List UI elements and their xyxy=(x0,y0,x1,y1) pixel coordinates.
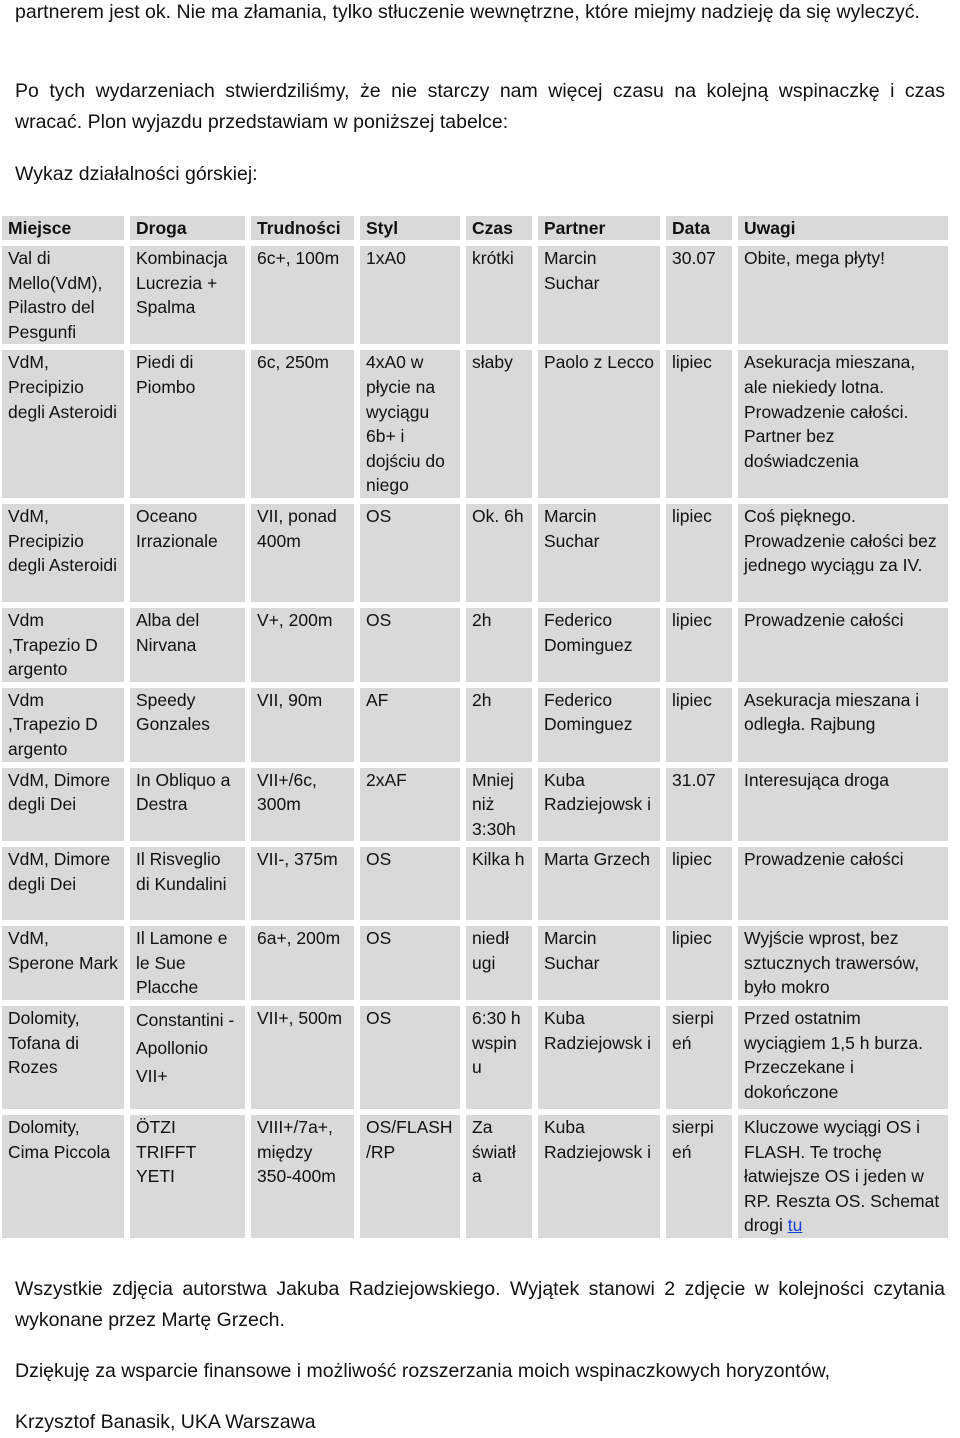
header-cell-place: Miejsce xyxy=(2,216,124,240)
cell-partner: Kuba Radziejowsk i xyxy=(538,1115,660,1238)
outro-paragraph-thanks: Dziękuję za wsparcie finansowe i możliwość rozszerzania moich wspinaczkowych horyzontów, xyxy=(15,1360,830,1382)
cell-time: 2h xyxy=(466,608,532,682)
cell-notes: Interesująca droga xyxy=(738,768,948,842)
cell-time: Kilka h xyxy=(466,847,532,920)
cell-difficulty: 6a+, 200m xyxy=(251,926,354,1000)
cell-place: Dolomity, Cima Piccola xyxy=(2,1115,124,1238)
cell-route: Il Risveglio di Kundalini xyxy=(130,847,245,920)
cell-notes: Wyjście wprost, bez sztucznych trawersów, było mokro xyxy=(738,926,948,1000)
cell-style: OS xyxy=(360,504,460,602)
cell-notes: Obite, mega płyty! xyxy=(738,246,948,344)
cell-difficulty: VII-, 375m xyxy=(251,847,354,920)
cell-style: OS xyxy=(360,926,460,1000)
cell-date: sierpi eń xyxy=(666,1115,732,1238)
table-row xyxy=(2,688,948,762)
cell-style: OS/FLASH /RP xyxy=(360,1115,460,1238)
cell-notes: Asekuracja mieszana i odległa. Rajbung xyxy=(738,688,948,762)
table-row xyxy=(2,1006,948,1109)
cell-time: Ok. 6h xyxy=(466,504,532,602)
cell-style: 2xAF xyxy=(360,768,460,842)
cell-partner: Kuba Radziejowsk i xyxy=(538,768,660,842)
cell-notes: Coś pięknego. Prowadzenie całości bez jednego wyciągu za IV. xyxy=(738,504,948,602)
cell-style: OS xyxy=(360,1006,460,1109)
cell-time: słaby xyxy=(466,350,532,498)
header-cell-route: Droga xyxy=(130,216,245,240)
cell-style: OS xyxy=(360,608,460,682)
cell-difficulty: 6c+, 100m xyxy=(251,246,354,344)
cell-route: ÖTZI TRIFFT YETI xyxy=(130,1115,245,1238)
cell-time: Mniej niż 3:30h xyxy=(466,768,532,842)
cell-notes xyxy=(738,1115,948,1238)
activity-table xyxy=(0,210,954,1244)
table-row xyxy=(2,246,948,344)
cell-route: Alba del Nirvana xyxy=(130,608,245,682)
route-diagram-link[interactable]: tu xyxy=(787,1215,803,1236)
cell-difficulty: 6c, 250m xyxy=(251,350,354,498)
cell-partner: Marcin Suchar xyxy=(538,246,660,344)
cell-date: lipiec xyxy=(666,847,732,920)
cell-notes-text: Kluczowe wyciągi OS i FLASH. Te trochę łatwiejsze OS i jeden w RP. Reszta OS. Schemat drogi xyxy=(744,1117,940,1236)
cell-difficulty: V+, 200m xyxy=(251,608,354,682)
header-cell-difficulty: Trudności xyxy=(251,216,354,240)
cell-partner: Kuba Radziejowsk i xyxy=(538,1006,660,1109)
cell-place: VdM, Precipizio degli Asteroidi xyxy=(2,350,124,498)
outro-paragraph-credits: Wszystkie zdjęcia autorstwa Jakuba Radziejowskiego. Wyjątek stanowi 2 zdjęcie w kolejności czytania wykonane przez Martę Grzech. xyxy=(15,1278,945,1331)
table-row xyxy=(2,504,948,602)
cell-date: lipiec xyxy=(666,608,732,682)
cell-time: 6:30 h wspin u xyxy=(466,1006,532,1109)
cell-notes: Prowadzenie całości xyxy=(738,608,948,682)
intro-paragraph-2: Po tych wydarzeniach stwierdziliśmy, że nie starczy nam więcej czasu na kolejną wspinaczkę i czas wracać. Plon wyjazdu przedstawiam w poniższej tabelce: xyxy=(15,80,945,133)
cell-route: Il Lamone e le Sue Placche xyxy=(130,926,245,1000)
cell-time: Za światł a xyxy=(466,1115,532,1238)
cell-time: 2h xyxy=(466,688,532,762)
cell-date: 30.07 xyxy=(666,246,732,344)
cell-date: lipiec xyxy=(666,688,732,762)
table-heading: Wykaz działalności górskiej: xyxy=(15,163,258,185)
cell-place: VdM, Dimore degli Dei xyxy=(2,847,124,920)
cell-style: AF xyxy=(360,688,460,762)
cell-place: Vdm ,Trapezio D argento xyxy=(2,688,124,762)
header-cell-time: Czas xyxy=(466,216,532,240)
cell-difficulty: VII, ponad 400m xyxy=(251,504,354,602)
cell-partner: Marcin Suchar xyxy=(538,926,660,1000)
cell-date: 31.07 xyxy=(666,768,732,842)
cell-route: Oceano Irrazionale xyxy=(130,504,245,602)
cell-partner: Paolo z Lecco xyxy=(538,350,660,498)
signature: Krzysztof Banasik, UKA Warszawa xyxy=(15,1411,316,1433)
header-cell-date: Data xyxy=(666,216,732,240)
cell-difficulty: VII+/6c, 300m xyxy=(251,768,354,842)
cell-partner: Federico Dominguez xyxy=(538,608,660,682)
cell-route: Piedi di Piombo xyxy=(130,350,245,498)
table-row xyxy=(2,926,948,1000)
cell-style: 1xA0 xyxy=(360,246,460,344)
cell-style: 4xA0 w płycie na wyciągu 6b+ i dojściu do niego xyxy=(360,350,460,498)
cell-notes: Przed ostatnim wyciągiem 1,5 h burza. Przeczekane i dokończone xyxy=(738,1006,948,1109)
cell-difficulty: VIII+/7a+, między 350-400m xyxy=(251,1115,354,1238)
table-row xyxy=(2,608,948,682)
cell-route: In Obliquo a Destra xyxy=(130,768,245,842)
table-row xyxy=(2,1115,948,1238)
cell-route: Kombinacja Lucrezia + Spalma xyxy=(130,246,245,344)
cell-route: Constantini - Apollonio VII+ xyxy=(130,1006,245,1109)
cell-partner: Marta Grzech xyxy=(538,847,660,920)
cell-place: VdM, Dimore degli Dei xyxy=(2,768,124,842)
cell-date: sierpi eń xyxy=(666,1006,732,1109)
table-row xyxy=(2,768,948,842)
cell-place: VdM, Sperone Mark xyxy=(2,926,124,1000)
cell-difficulty: VII+, 500m xyxy=(251,1006,354,1109)
table-row xyxy=(2,847,948,920)
cell-notes: Asekuracja mieszana, ale niekiedy lotna. Prowadzenie całości. Partner bez doświadczenia xyxy=(738,350,948,498)
table-header-row xyxy=(2,216,948,240)
cell-date: lipiec xyxy=(666,926,732,1000)
cell-place: VdM, Precipizio degli Asteroidi xyxy=(2,504,124,602)
table-row xyxy=(2,350,948,498)
cell-place: Val di Mello(VdM), Pilastro del Pesgunfi xyxy=(2,246,124,344)
cell-style: OS xyxy=(360,847,460,920)
cell-partner: Federico Dominguez xyxy=(538,688,660,762)
cell-time: krótki xyxy=(466,246,532,344)
header-cell-partner: Partner xyxy=(538,216,660,240)
cell-date: lipiec xyxy=(666,504,732,602)
cell-place: Vdm ,Trapezio D argento xyxy=(2,608,124,682)
intro-paragraph-1: partnerem jest ok. Nie ma złamania, tylko stłuczenie wewnętrzne, które miejmy nadzieję da się wyleczyć. xyxy=(15,1,920,23)
cell-time: niedł ugi xyxy=(466,926,532,1000)
cell-route: Speedy Gonzales xyxy=(130,688,245,762)
cell-notes: Prowadzenie całości xyxy=(738,847,948,920)
cell-place: Dolomity, Tofana di Rozes xyxy=(2,1006,124,1109)
cell-partner: Marcin Suchar xyxy=(538,504,660,602)
header-cell-style: Styl xyxy=(360,216,460,240)
cell-difficulty: VII, 90m xyxy=(251,688,354,762)
header-cell-notes: Uwagi xyxy=(738,216,948,240)
cell-date: lipiec xyxy=(666,350,732,498)
